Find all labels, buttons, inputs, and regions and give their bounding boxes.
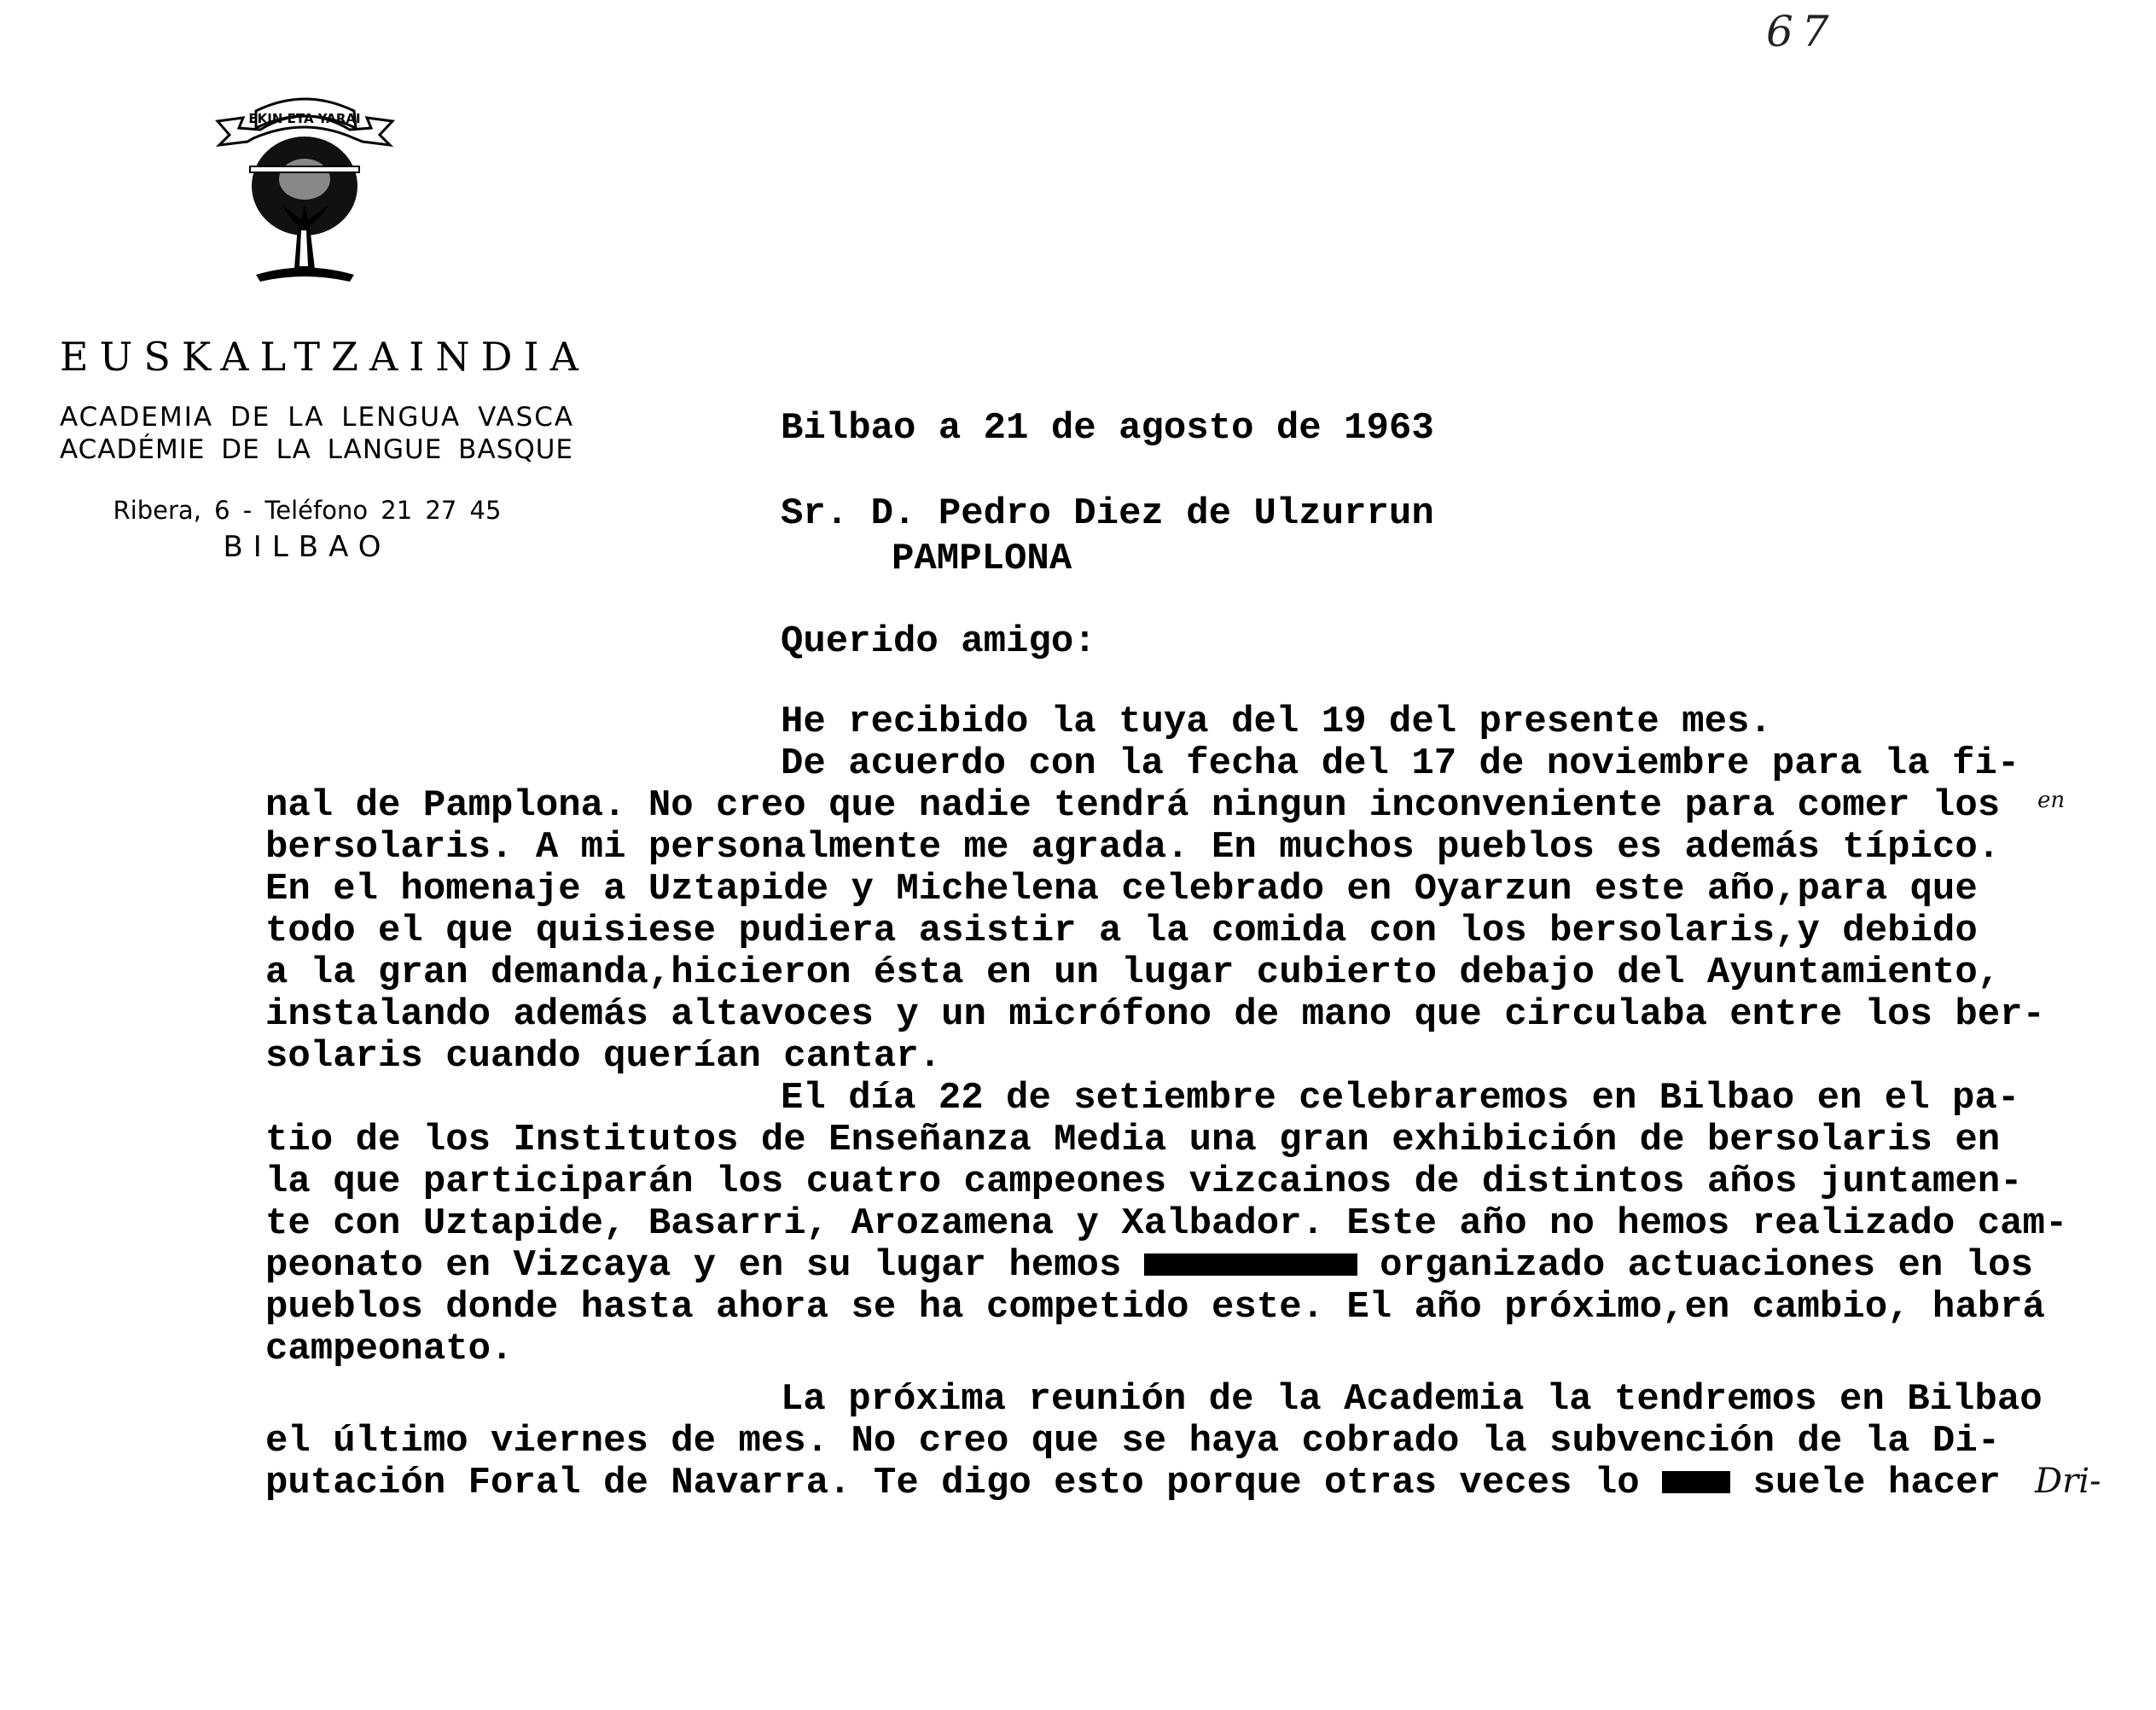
tree-band bbox=[250, 166, 359, 172]
tree-emblem-logo bbox=[209, 85, 401, 290]
line-text: solaris cuando querían cantar. bbox=[265, 1035, 942, 1078]
handwritten-margin-note: Dri- bbox=[2035, 1462, 2101, 1501]
line-text: organizado actuaciones en los bbox=[1357, 1244, 2033, 1287]
body-line bbox=[265, 826, 2001, 869]
line-text: En el homenaje a Uztapide y Michelena celebrado en Oyarzun este año,para que bbox=[265, 868, 1978, 910]
body-line bbox=[781, 1378, 2043, 1421]
line-text: He recibido la tuya del 19 del presente mes. bbox=[781, 701, 1772, 743]
handwritten-insertion: en bbox=[2037, 788, 2066, 813]
body-line bbox=[265, 951, 2001, 994]
line-text: pueblos donde hasta ahora se ha competido este. El año próximo,en cambio, habrá bbox=[265, 1286, 2045, 1329]
body-line bbox=[265, 1420, 2001, 1463]
body-line bbox=[265, 1202, 2068, 1245]
body-line bbox=[265, 784, 2001, 827]
line-text: putación Foral de Navarra. Te digo esto porque otras veces lo bbox=[265, 1462, 1663, 1504]
address: Ribera, 6 - Teléfono 21 27 45 bbox=[113, 496, 502, 525]
motto-text: EKIN ETA YARAI bbox=[248, 111, 361, 126]
struck-out-word bbox=[1144, 1253, 1357, 1276]
recipient-city: PAMPLONA bbox=[892, 538, 1072, 580]
body-line bbox=[265, 1286, 2045, 1329]
body-line bbox=[781, 703, 1772, 741]
letter-date: Bilbao a 21 de agosto de 1963 bbox=[781, 407, 1434, 450]
line-text: El día 22 de setiembre celebraremos en Bilbao en el pa- bbox=[781, 1077, 2020, 1120]
line-text: te con Uztapide, Basarri, Arozamena y Xalbador. Este año no hemos realizado cam- bbox=[265, 1202, 2068, 1245]
line-text: suele hacer bbox=[1730, 1462, 2001, 1504]
salutation: Querido amigo: bbox=[781, 620, 1096, 663]
body-line bbox=[265, 1121, 2000, 1159]
line-text: La próxima reunión de la Academia la tendremos en Bilbao bbox=[781, 1378, 2043, 1421]
line-text: campeonato. bbox=[265, 1328, 514, 1370]
line-text: todo el que quisiese pudiera asistir a la comida con los bersolaris,y debido bbox=[265, 910, 1978, 952]
line-text: peonato en Vizcaya y en su lugar hemos bbox=[265, 1244, 1144, 1287]
body-line bbox=[265, 1244, 2033, 1287]
archive-number-handwritten: 67 bbox=[1766, 7, 1838, 56]
body-line bbox=[265, 912, 1978, 950]
body-line bbox=[781, 1077, 2020, 1120]
subtitle-spanish: ACADEMIA DE LA LENGUA VASCA bbox=[60, 402, 575, 433]
struck-out-word bbox=[1662, 1471, 1730, 1493]
line-text: bersolaris. A mi personalmente me agrada. En muchos pueblos es además típico. bbox=[265, 826, 2001, 869]
recipient-name: Sr. D. Pedro Diez de Ulzurrun bbox=[781, 492, 1434, 535]
tree-crown-highlight bbox=[279, 159, 330, 200]
body-line bbox=[265, 993, 2045, 1036]
organization-name: EUSKALTZAINDIA bbox=[60, 334, 590, 380]
subtitle-french: ACADÉMIE DE LA LANGUE BASQUE bbox=[60, 434, 574, 465]
body-line bbox=[265, 1464, 2001, 1502]
body-line bbox=[265, 1035, 942, 1078]
line-text: nal de Pamplona. No creo que nadie tendrá ningun inconveniente para comer los bbox=[265, 784, 2001, 827]
body-line bbox=[265, 1160, 2023, 1203]
body-line bbox=[265, 1330, 513, 1368]
body-line bbox=[781, 742, 2020, 785]
line-text: la que participarán los cuatro campeones vizcainos de distintos años juntamen- bbox=[265, 1160, 2023, 1203]
letterhead-city: BILBAO bbox=[223, 530, 392, 564]
line-text: instalando además altavoces y un micrófono de mano que circulaba entre los ber- bbox=[265, 993, 2045, 1036]
tree-ground bbox=[256, 268, 354, 282]
line-text: tio de los Institutos de Enseñanza Media una gran exhibición de bersolaris en bbox=[265, 1119, 2001, 1161]
line-text: el último viernes de mes. No creo que se haya cobrado la subvención de la Di- bbox=[265, 1420, 2001, 1463]
line-text: De acuerdo con la fecha del 17 de noviembre para la fi- bbox=[781, 742, 2020, 785]
body-line bbox=[265, 870, 1978, 908]
line-text: a la gran demanda,hicieron ésta en un lugar cubierto debajo del Ayuntamiento, bbox=[265, 951, 2001, 994]
